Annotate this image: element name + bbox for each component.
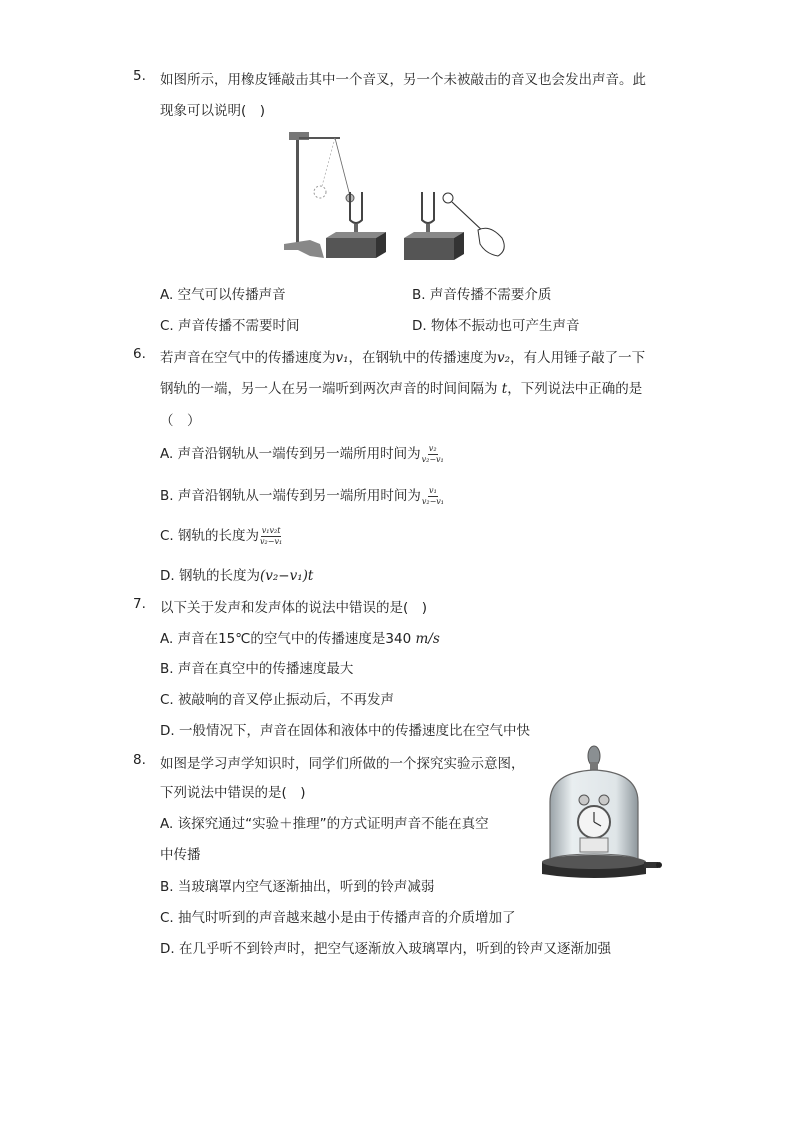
- q5-option-c: C. 声音传播不需要时间: [160, 318, 300, 334]
- q8-number: 8.: [133, 752, 146, 768]
- q6-option-c: C. 钢轨的长度为 $\frac{\text{v₁v₂t}}{\text{v₂−v₁}}$: [160, 525, 283, 546]
- q6-option-c-fraction: $\frac{\text{v₁v₂t}}{\text{v₂−v₁}}$: [260, 525, 283, 546]
- q5-option-d: D. 物体不振动也可产生声音: [412, 318, 580, 334]
- q7-number: 7.: [133, 596, 146, 612]
- q7-option-b: B. 声音在真空中的传播速度最大: [160, 661, 354, 677]
- q6-stem-line1: 若声音在空气中的传播速度为v₁，在钢轨中的传播速度为v₂，有人用锤子敲了一下: [160, 350, 646, 366]
- q7-option-d: D. 一般情况下，声音在固体和液体中的传播速度比在空气中快: [160, 723, 530, 739]
- q7-option-c: C. 被敲响的音叉停止振动后，不再发声: [160, 692, 395, 708]
- q6-stem-line2: 钢轨的一端，另一人在另一端听到两次声音的时间间隔为 t，下列说法中正确的是: [160, 381, 643, 397]
- q8-option-b: B. 当玻璃罩内空气逐渐抽出，听到的铃声减弱: [160, 879, 435, 895]
- q6-option-d: D. 钢轨的长度为(v₂−v₁)t: [160, 568, 314, 584]
- q6-option-a: A. 声音沿钢轨从一端传到另一端所用时间为 $\frac{\text{v₂}}{\text{v₂−v₁}}$: [160, 443, 444, 464]
- q7-stem: 以下关于发声和发声体的说法中错误的是( ): [160, 600, 428, 616]
- q7-option-a: A. 声音在15℃的空气中的传播速度是340 m/s: [160, 631, 440, 647]
- q5-stem-line2: 现象可以说明( ): [160, 103, 266, 119]
- q8-stem-line1: 如图是学习声学知识时，同学们所做的一个探究实验示意图，: [160, 756, 525, 772]
- q5-option-a: A. 空气可以传播声音: [160, 287, 286, 303]
- q8-option-c: C. 抽气时听到的声音越来越小是由于传播声音的介质增加了: [160, 910, 516, 926]
- q6-option-b: B. 声音沿钢轨从一端传到另一端所用时间为 $\frac{\text{v₁}}{\text{v₂−v₁}}$: [160, 485, 444, 506]
- q6-option-a-fraction: $\frac{\text{v₂}}{\text{v₂−v₁}}$: [421, 443, 444, 464]
- q6-option-b-fraction: $\frac{\text{v₁}}{\text{v₂−v₁}}$: [421, 485, 444, 506]
- q5-number: 5.: [133, 68, 146, 84]
- q5-option-b: B. 声音传播不需要介质: [412, 287, 552, 303]
- bell-jar-vacuum-figure: [540, 742, 664, 888]
- tuning-fork-resonance-figure: [280, 126, 520, 266]
- q6-number: 6.: [133, 346, 146, 362]
- q8-option-d: D. 在几乎听不到铃声时，把空气逐渐放入玻璃罩内，听到的铃声又逐渐加强: [160, 941, 611, 957]
- q6-stem-line3: （ ）: [160, 413, 201, 429]
- q8-stem-line2: 下列说法中错误的是( ): [160, 785, 306, 801]
- q5-stem-line1: 如图所示，用橡皮锤敲击其中一个音叉，另一个未被敲击的音叉也会发出声音。此: [160, 72, 646, 88]
- q8-option-a-line2: 中传播: [160, 847, 201, 863]
- q8-option-a-line1: A. 该探究通过“实验＋推理”的方式证明声音不能在真空: [160, 816, 489, 832]
